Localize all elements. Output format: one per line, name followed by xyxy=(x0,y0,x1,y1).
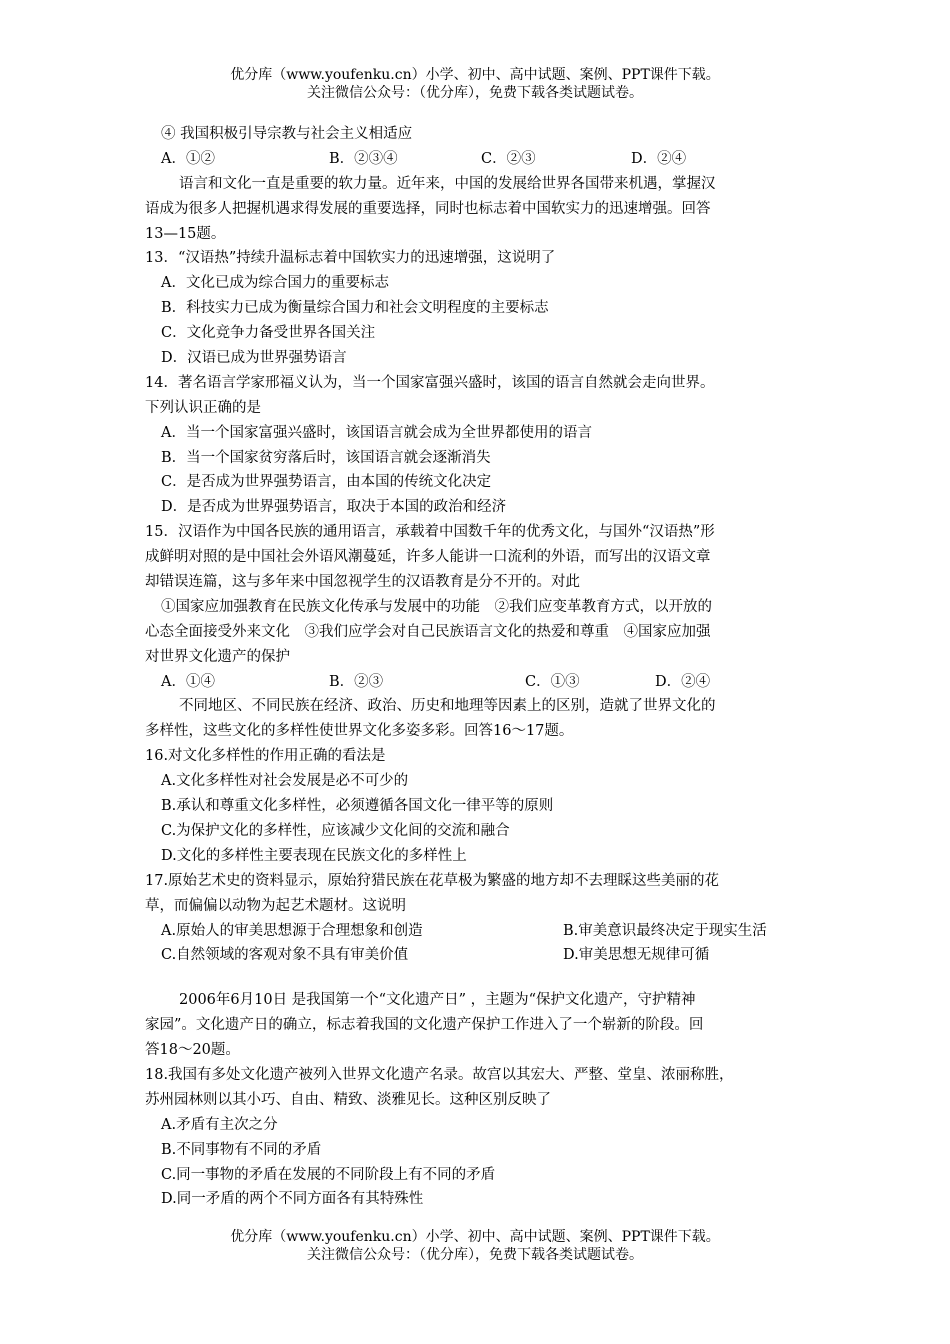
q15-option-c: C．①③ xyxy=(525,673,580,690)
q15-items-1: ①国家应加强教育在民族文化传承与发展中的功能 ②我们应变革教育方式，以开放的 xyxy=(161,598,712,615)
q15-options xyxy=(145,670,817,695)
q12-option-b: B．②③④ xyxy=(329,150,398,167)
q17-options-row-1 xyxy=(145,919,817,944)
q16-stem: 16.对文化多样性的作用正确的看法是 xyxy=(145,748,386,765)
q15-option-d: D．②④ xyxy=(655,673,711,690)
q18-option-d: D.同一矛盾的两个不同方面各有其特殊性 xyxy=(161,1191,424,1208)
q14-stem-2: 下列认识正确的是 xyxy=(145,399,261,416)
q15-items-3: 对世界文化遗产的保护 xyxy=(145,648,290,665)
q15-stem-3: 却错误连篇，这与多年来中国忽视学生的汉语教育是分不开的。对此 xyxy=(145,574,580,591)
q15-option-a: A．①④ xyxy=(161,673,215,690)
q18-option-c: C.同一事物的矛盾在发展的不同阶段上有不同的矛盾 xyxy=(161,1166,496,1183)
q18-stem-1: 18.我国有多处文化遗产被列入世界文化遗产名录。故宫以其宏大、严整、堂皇、浓丽称胜， xyxy=(145,1066,734,1083)
q17-option-d: D.审美思想无规律可循 xyxy=(563,947,710,964)
exam-content xyxy=(145,122,817,1212)
header-line-1: 优分库（www.youfenku.cn）小学、初中、高中试题、案例、PPT课件下载。 xyxy=(230,67,720,83)
q13-option-a: A．文化已成为综合国力的重要标志 xyxy=(161,275,389,292)
q12-option-a: A．①② xyxy=(161,150,215,167)
q13-stem: 13．“汉语热”持续升温标志着中国软实力的迅速增强，这说明了 xyxy=(145,250,556,267)
q14-option-c: C．是否成为世界强势语言，由本国的传统文化决定 xyxy=(161,474,492,491)
passage2-line-2: 多样性，这些文化的多样性使世界文化多姿多彩。回答16～17题。 xyxy=(145,723,574,740)
passage3-line-1: 2006年6月10日 是我国第一个“文化遗产日” ，主题为“保护文化遗产，守护精神 xyxy=(179,992,696,1009)
q13-option-c: C．文化竞争力备受世界各国关注 xyxy=(161,325,376,342)
passage1-line-1: 语言和文化一直是重要的软力量。近年来，中国的发展给世界各国带来机遇，掌握汉 xyxy=(179,175,716,192)
q12-option-c: C．②③ xyxy=(481,150,536,167)
q16-option-b: B.承认和尊重文化多样性，必须遵循各国文化一律平等的原则 xyxy=(161,798,554,815)
q12-item-4: ④ 我国积极引导宗教与社会主义相适应 xyxy=(161,126,413,142)
q12-option-d: D．②④ xyxy=(631,150,687,167)
q17-stem-1: 17.原始艺术史的资料显示，原始狩猎民族在花草极为繁盛的地方却不去理睬这些美丽的花 xyxy=(145,872,720,889)
passage1-line-3: 13—15题。 xyxy=(145,225,226,242)
header-line-2: 关注微信公众号：（优分库），免费下载各类试题试卷。 xyxy=(307,85,643,101)
q13-option-d: D．汉语已成为世界强势语言 xyxy=(161,350,347,367)
q18-option-b: B.不同事物有不同的矛盾 xyxy=(161,1141,322,1158)
q14-stem-1: 14．著名语言学家邢福义认为，当一个国家富强兴盛时，该国的语言自然就会走向世界。 xyxy=(145,374,715,391)
q15-items-2: 心态全面接受外来文化 ③我们应学会对自己民族语言文化的热爱和尊重 ④国家应加强 xyxy=(145,623,711,640)
footer-line-1: 优分库（www.youfenku.cn）小学、初中、高中试题、案例、PPT课件下载。 xyxy=(230,1229,720,1245)
section-gap xyxy=(145,968,817,988)
q15-stem-1: 15．汉语作为中国各民族的通用语言，承载着中国数千年的优秀文化，与国外“汉语热”形 xyxy=(145,524,715,541)
footer-line-2: 关注微信公众号：（优分库），免费下载各类试题试卷。 xyxy=(307,1247,643,1263)
page-footer xyxy=(0,1228,950,1264)
q17-options-row-2 xyxy=(145,943,817,968)
q15-option-b: B．②③ xyxy=(329,673,384,690)
q16-option-d: D.文化的多样性主要表现在民族文化的多样性上 xyxy=(161,847,467,864)
passage3-line-3: 答18～20题。 xyxy=(145,1042,240,1059)
q18-option-a: A.矛盾有主次之分 xyxy=(161,1116,278,1133)
q16-option-c: C.为保护文化的多样性，应该减少文化间的交流和融合 xyxy=(161,822,510,839)
q17-option-c: C.自然领域的客观对象不具有审美价值 xyxy=(161,947,409,964)
q18-stem-2: 苏州园林则以其小巧、自由、精致、淡雅见长。这种区别反映了 xyxy=(145,1091,551,1108)
page-header xyxy=(0,66,950,102)
q16-option-a: A.文化多样性对社会发展是必不可少的 xyxy=(161,773,409,790)
q15-stem-2: 成鲜明对照的是中国社会外语风潮蔓延，许多人能讲一口流利的外语，而写出的汉语文章 xyxy=(145,549,711,566)
passage1-line-2: 语成为很多人把握机遇求得发展的重要选择，同时也标志着中国软实力的迅速增强。回答 xyxy=(145,200,711,217)
passage3-line-2: 家园”。文化遗产日的确立，标志着我国的文化遗产保护工作进入了一个崭新的阶段。回 xyxy=(145,1017,704,1034)
q17-option-b: B.审美意识最终决定于现实生活 xyxy=(563,922,767,939)
q12-options xyxy=(145,147,817,172)
passage2-line-1: 不同地区、不同民族在经济、政治、历史和地理等因素上的区别，造就了世界文化的 xyxy=(179,698,716,715)
q17-option-a: A.原始人的审美思想源于合理想象和创造 xyxy=(161,922,423,939)
q14-option-b: B．当一个国家贫穷落后时，该国语言就会逐渐消失 xyxy=(161,449,491,466)
q14-option-d: D．是否成为世界强势语言，取决于本国的政治和经济 xyxy=(161,499,507,516)
q17-stem-2: 草，而偏偏以动物为起艺术题材。这说明 xyxy=(145,897,406,914)
q14-option-a: A．当一个国家富强兴盛时，该国语言就会成为全世界都使用的语言 xyxy=(161,424,592,441)
q13-option-b: B．科技实力已成为衡量综合国力和社会文明程度的主要标志 xyxy=(161,300,549,317)
